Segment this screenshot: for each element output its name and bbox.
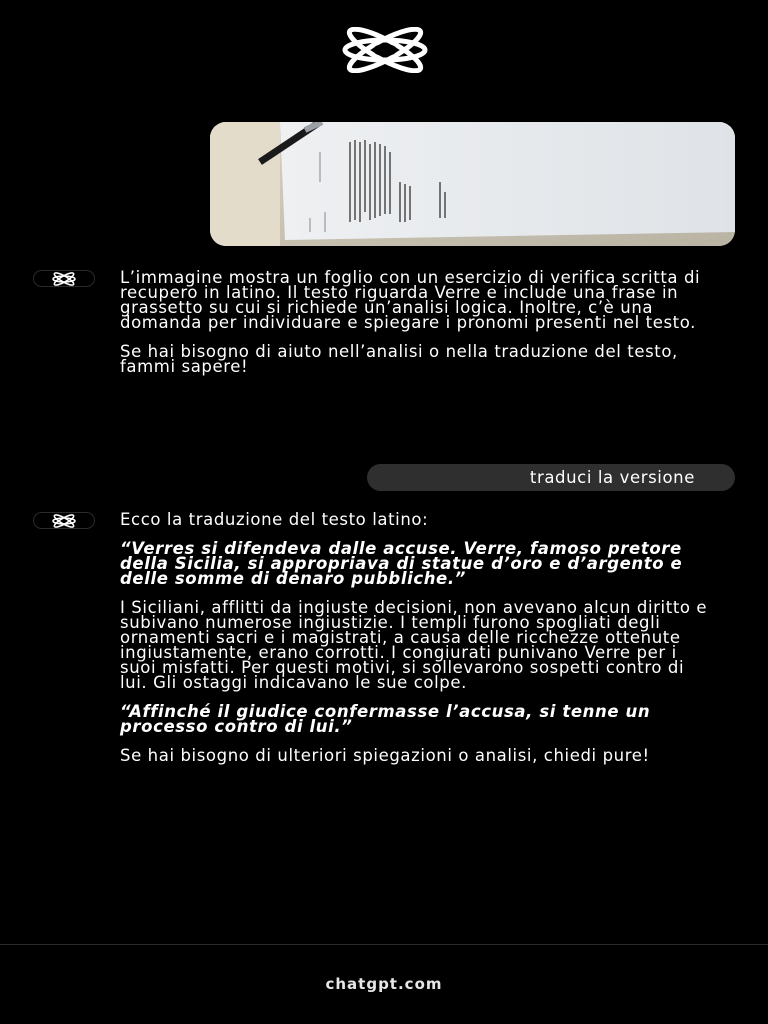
photo-thumbnail[interactable] [210, 122, 735, 246]
user-message-text: traduci la versione [529, 468, 695, 487]
assistant-avatar-icon [33, 270, 95, 287]
user-message-bubble [367, 464, 735, 491]
assistant-message-1 [120, 270, 712, 388]
footer-domain[interactable]: chatgpt.com [325, 975, 443, 993]
assistant-message-paragraph: Se hai bisogno di aiuto nell’analisi o nella traduzione del testo, fammi sapere! [120, 342, 678, 376]
footer-divider [0, 944, 768, 945]
translation-quote: “Affinché il giudice confermasse l’accusa, si tenne un processo contro di lui.” [120, 702, 651, 736]
assistant-message-paragraph: Se hai bisogno di ulteriori spiegazioni o analisi, chiedi pure! [120, 746, 650, 765]
assistant-message-2 [120, 512, 712, 777]
assistant-message-paragraph: Ecco la traduzione del testo latino: [120, 510, 429, 529]
assistant-message-paragraph: I Siciliani, afflitti da ingiuste decisioni, non avevano alcun diritto e subivano numerose ingiustizie. I templi furono spogliati degli ornamenti sacri e i magistrati, a causa delle ricchezze ottenute ingiustamente, erano corrotti. I congiurati punivano Verre per i suoi misfatti. Per questi motivi, si sollevarono sospetti contro di lui. Gli ostaggi indicavano le sue colpe. [120, 598, 708, 692]
translation-quote: “Verres si difendeva dalle accuse. Verre, famoso pretore della Sicilia, si appropriava di statue d’oro e d’argento e delle somme di denaro pubbliche.” [120, 539, 683, 588]
assistant-message-paragraph: L’immagine mostra un foglio con un esercizio di verifica scritta di recupero in latino. Il testo riguarda Verre e include una frase in grassetto su cui si richiede un’analisi logica. Inoltre, c’è una domanda per individuare e spiegare i pronomi presenti nel testo. [120, 268, 701, 332]
assistant-avatar-icon [33, 512, 95, 529]
openai-logo-icon [330, 27, 440, 73]
